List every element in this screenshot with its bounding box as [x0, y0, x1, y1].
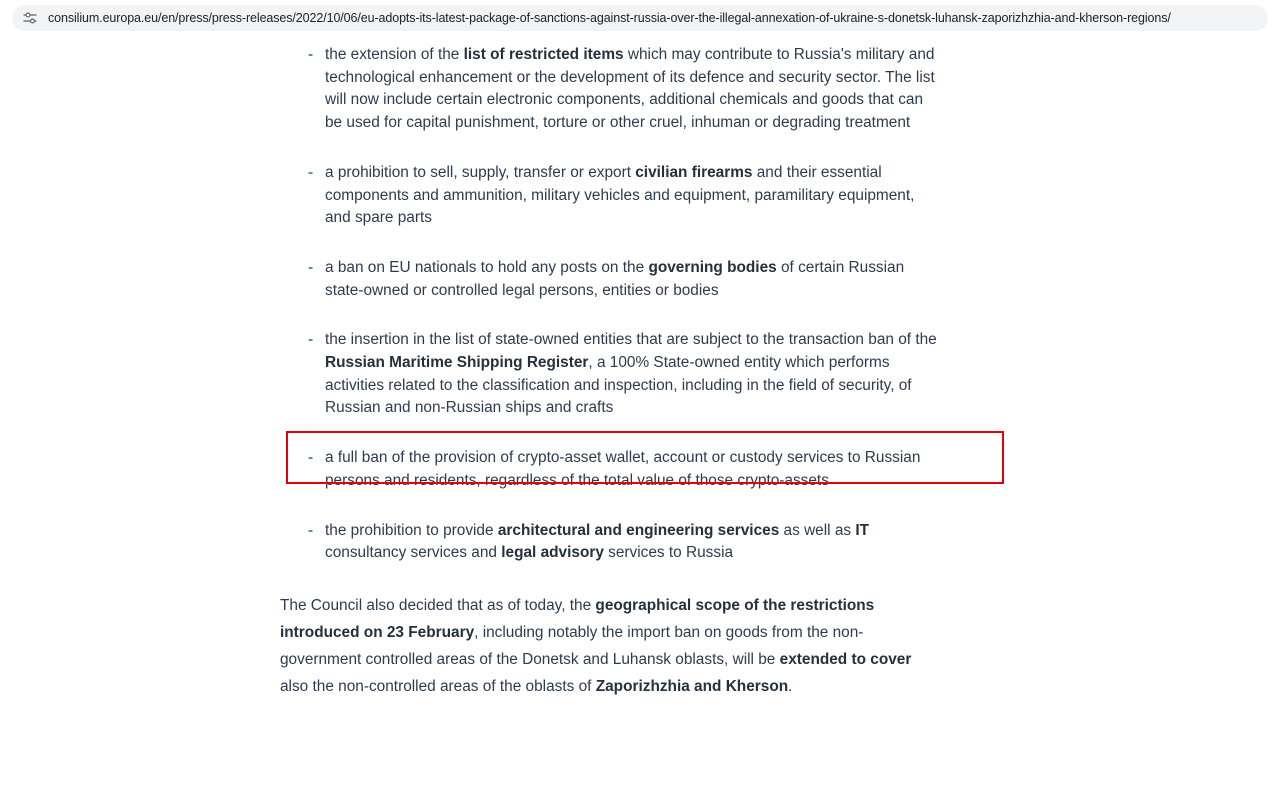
- address-bar[interactable]: [12, 5, 1268, 31]
- bullet-dash-icon: -: [308, 521, 314, 539]
- bullet-dash-icon: -: [308, 258, 314, 276]
- body-text: of certain Russian state-owned or controlled legal persons, entities or bodies: [325, 258, 905, 299]
- emphasis-text: Zaporizhzhia and Kherson: [595, 677, 789, 695]
- tab-strip-curve: [0, 0, 10, 36]
- closing-paragraph: [280, 592, 940, 700]
- list-item-text: [325, 259, 904, 299]
- body-text: consultancy services and: [325, 544, 502, 562]
- emphasis-text: architectural and engineering services: [497, 521, 780, 539]
- body-text: The Council also decided that as of today, the: [280, 596, 596, 614]
- emphasis-text: Russian Maritime Shipping Register: [325, 354, 589, 372]
- emphasis-text: extended to cover: [779, 650, 912, 668]
- body-text: the extension of the: [325, 46, 464, 63]
- emphasis-text: list of restricted items: [463, 46, 624, 63]
- tune-icon[interactable]: [22, 10, 38, 26]
- emphasis-text: geographical scope of the restrictions introduced on 23 February: [280, 596, 875, 641]
- page-viewport: [0, 36, 1280, 804]
- body-text: , including notably the import ban on goods from the non-government controlled areas of the Donetsk and Luhansk oblasts, will be: [280, 623, 864, 668]
- list-item-text: [325, 331, 937, 416]
- list-item-text: [325, 164, 914, 226]
- emphasis-text: legal advisory: [501, 544, 604, 562]
- body-text: a ban on EU nationals to hold any posts on the: [325, 258, 649, 276]
- list-item-text: [325, 449, 920, 489]
- emphasis-text: IT: [855, 521, 870, 539]
- url-text: consilium.europa.eu/en/press/press-releases/2022/10/06/eu-adopts-its-latest-package-of-sanctions-against-russia-over-the-illegal-annexation-of-ukraine-s-donetsk-luhansk-zaporizhzhia-and-kherson-regions/: [48, 11, 1171, 25]
- list-item: [280, 44, 940, 135]
- list-item: [280, 520, 940, 565]
- body-text: a full ban of the provision of crypto-asset wallet, account or custody services to Russian persons and residents, regardless of the total value of those crypto-assets: [325, 449, 921, 489]
- body-text: .: [788, 677, 793, 695]
- sanctions-measures-list: [280, 44, 940, 565]
- emphasis-text: governing bodies: [648, 258, 777, 276]
- bullet-dash-icon: -: [308, 46, 314, 63]
- list-item: [280, 447, 940, 492]
- list-item-text: [325, 46, 935, 131]
- body-text: services to Russia: [603, 544, 734, 562]
- list-item-text: [325, 522, 869, 562]
- body-text: and their essential components and ammunition, military vehicles and equipment, paramilitary equipment, and spare parts: [325, 163, 915, 227]
- article-content: [280, 36, 940, 700]
- list-item: [280, 329, 940, 420]
- body-text: , a 100% State-owned entity which performs activities related to the classification and inspection, including in the field of security, of Russian and non-Russian ships and crafts: [325, 354, 912, 417]
- body-text: also the non-controlled areas of the oblasts of: [280, 677, 596, 695]
- tab-strip-edge: [0, 0, 10, 36]
- bullet-dash-icon: -: [308, 163, 314, 181]
- bullet-dash-icon: -: [308, 331, 314, 349]
- list-item: [280, 257, 940, 302]
- body-text: as well as: [779, 521, 856, 539]
- bullet-dash-icon: -: [308, 449, 314, 467]
- browser-chrome: [0, 0, 1280, 37]
- body-text: the insertion in the list of state-owned entities that are subject to the transaction ban of the: [325, 331, 937, 349]
- list-item: [280, 162, 940, 230]
- body-text: the prohibition to provide: [325, 521, 498, 539]
- body-text: a prohibition to sell, supply, transfer or export: [325, 163, 636, 181]
- emphasis-text: civilian firearms: [635, 163, 753, 181]
- body-text: which may contribute to Russia's military and technological enhancement or the development of its defence and security sector. The list will now include certain electronic components, additional chemicals and goods that can be used for capital punishment, torture or other cruel, inhuman or degrading treatment: [325, 46, 935, 132]
